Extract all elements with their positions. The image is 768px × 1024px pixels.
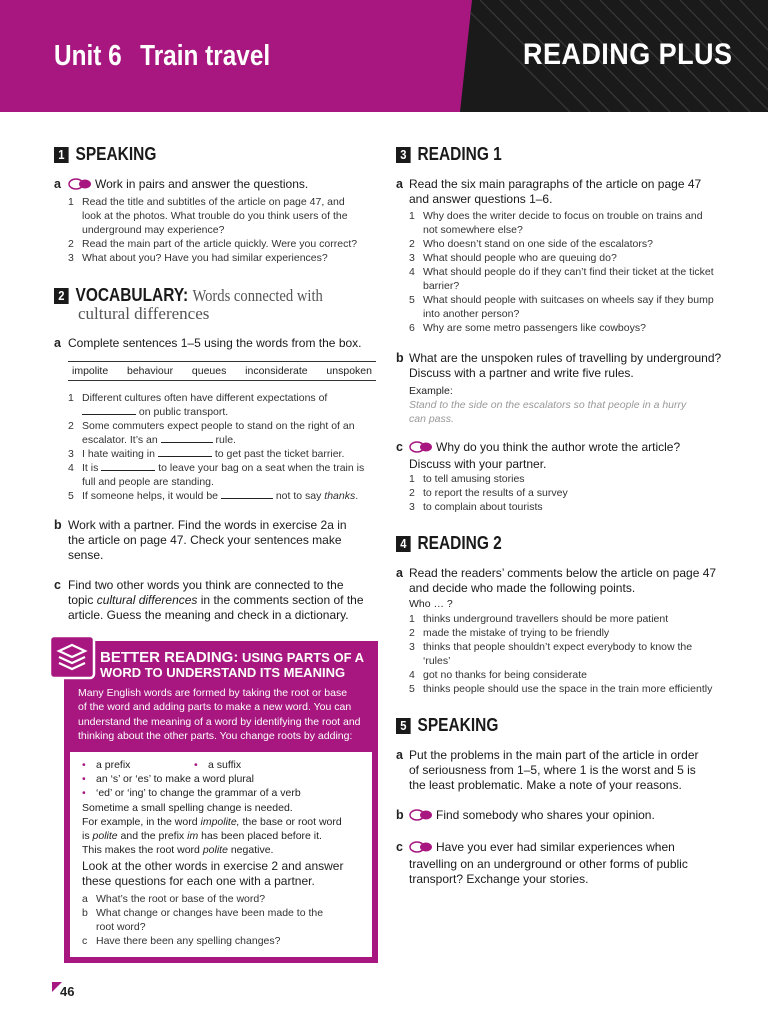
word-item: behaviour xyxy=(126,365,174,377)
question-b-text: What are the unspoken rules of travelling by underground? Discuss with a partner and write five rules. xyxy=(409,351,722,380)
section-title: VOCABULARY: xyxy=(75,285,189,305)
answer-blank[interactable] xyxy=(161,442,213,443)
s1-items xyxy=(68,195,378,265)
question-b-text: Work with a partner. Find the words in exercise 2a in the article on page 47. Check your sentences make sense. xyxy=(68,518,347,562)
speech-bubble-icon xyxy=(409,809,433,825)
list-item: 4 got no thanks for being considerate xyxy=(409,669,588,681)
word-item: inconsiderate xyxy=(245,365,308,377)
section-title: SPEAKING xyxy=(75,144,157,164)
list-item: 2 made the mistake of trying to be friendly xyxy=(409,627,610,639)
list-item: 3 to complain about tourists xyxy=(409,501,543,513)
sentence-item: 1 Different cultures often have different expectations of on public transport. xyxy=(68,392,328,418)
word-item: unspoken xyxy=(326,365,372,377)
question-text xyxy=(68,177,308,194)
question-label: c xyxy=(396,440,403,454)
question-label: c xyxy=(396,840,403,854)
s3c-items xyxy=(409,472,749,514)
question-b-text: Find somebody who shares your opinion. xyxy=(409,808,655,825)
word-box xyxy=(68,361,376,381)
better-reading-body: • a prefix • a suffix • an ‘s’ or ‘es’ to make a word plural • ‘ed’ or ‘ing’ to change the grammar of a verb Sometime a small spelling change is needed. For example, in the word impolite, the base or root word is polite and the prefix im has been placed before it. This makes the root word polite negative. Look at the other words in exercise 2 and answer these questions for each one with a partner. a What’s the root or base of the word? b What change or changes have been made to the root word? c Have there been any spelling changes? xyxy=(82,759,344,948)
list-item: 3 What about you? Have you had similar experiences? xyxy=(68,252,328,264)
better-reading-intro: Many English words are formed by taking the root or base of the word and adding parts to make a new word. You can understand the meaning of a word by identifying the root and thinking about the other parts. You change roots by adding: xyxy=(78,687,361,743)
question-a-text: Put the problems in the main part of the article in order of seriousness from 1–5, where 1 is the worst and 5 is the least problematic. Make a note of your reasons. xyxy=(409,748,699,792)
example-block xyxy=(409,384,686,426)
section-number: 5 xyxy=(396,718,411,734)
question-label: b xyxy=(396,808,404,822)
unit-name: Train travel xyxy=(140,40,271,72)
section-title: READING 2 xyxy=(417,533,502,553)
sentence-item: 5 If someone helps, it would be not to say thanks. xyxy=(68,490,359,502)
sentence-item: 2 Some commuters expect people to stand on the right of an escalator. It’s an rule. xyxy=(68,420,355,446)
list-item: 3 What should people who are queuing do? xyxy=(409,252,617,264)
list-item: 2 to report the results of a survey xyxy=(409,487,568,499)
section-title: READING 1 xyxy=(417,144,502,164)
section-4-heading xyxy=(396,533,502,554)
s4-items xyxy=(409,612,754,696)
question-label: c xyxy=(54,578,61,592)
question-label: a xyxy=(396,748,403,762)
unit-number: Unit 6 xyxy=(54,40,122,72)
list-item: 1 Why does the writer decide to focus on trouble on trains and not somewhere else? xyxy=(409,210,703,236)
word-item: impolite xyxy=(72,365,109,377)
question-a-text: Read the readers’ comments below the article on page 47 and decide who made the following points. xyxy=(409,566,717,595)
answer-blank[interactable] xyxy=(82,414,136,415)
who-label: Who … ? xyxy=(409,598,453,610)
section-3-heading xyxy=(396,144,502,165)
stack-icon xyxy=(48,634,98,687)
section-2-heading xyxy=(54,285,323,306)
question-c-text: Why do you think the author wrote the article? Discuss with your partner. xyxy=(409,440,681,471)
list-item: 5 thinks people should use the space in the train more efficiently xyxy=(409,683,713,695)
list-item: 2 Who doesn’t stand on one side of the escalators? xyxy=(409,238,653,250)
question-a-text: Read the six main paragraphs of the article on page 47 and answer questions 1–6. xyxy=(409,177,702,206)
gap-fill-sentences xyxy=(68,391,378,503)
section-subtitle-line2: cultural differences xyxy=(78,304,210,323)
speech-bubble-icon xyxy=(409,441,433,457)
section-1-heading xyxy=(54,144,156,165)
list-item: 4 What should people do if they can’t find their ticket at the ticket barrier? xyxy=(409,266,714,292)
answer-blank[interactable] xyxy=(158,456,212,457)
question-label: a xyxy=(396,177,403,191)
section-title: SPEAKING xyxy=(417,715,499,735)
page-number: 46 xyxy=(60,984,75,999)
section-number: 4 xyxy=(396,536,411,552)
list-item: 1 thinks underground travellers should be more patient xyxy=(409,613,669,625)
question-a-text: Work in pairs and answer the questions. xyxy=(95,177,309,191)
list-item: 3 thinks that people shouldn’t expect everybody to know the ‘rules’ xyxy=(409,641,693,667)
s3-items xyxy=(409,209,749,335)
section-number: 1 xyxy=(54,147,69,163)
list-item: 1 Read the title and subtitles of the article on page 47, and look at the photos. What trouble do you think users of the underground may experience? xyxy=(68,196,348,236)
sentence-item: 4 It is to leave your bag on a seat when the train is full and people are standing. xyxy=(68,462,365,488)
list-item: 6 Why are some metro passengers like cowboys? xyxy=(409,322,646,334)
list-item: 2 Read the main part of the article quickly. Were you correct? xyxy=(68,238,358,250)
question-label: b xyxy=(54,518,62,532)
question-label: b xyxy=(396,351,404,365)
word-item: queues xyxy=(191,365,227,377)
better-reading-title: BETTER READING: USING PARTS OF A WORD TO UNDERSTAND ITS MEANING xyxy=(100,649,365,680)
sentence-item: 3 I hate waiting in to get past the ticket barrier. xyxy=(68,448,345,460)
answer-blank[interactable] xyxy=(101,470,155,471)
answer-blank[interactable] xyxy=(221,498,273,499)
question-c-text: Have you ever had similar experiences when travelling on an underground or other forms of public transport? Exchange your stories. xyxy=(409,840,688,886)
list-item: 5 What should people with suitcases on wheels say if they bump into another person? xyxy=(409,294,714,320)
question-label: a xyxy=(54,336,61,350)
example-text: Stand to the side on the escalators so that people in a hurry can pass. xyxy=(409,399,687,425)
speech-bubble-icon xyxy=(409,841,433,857)
question-label: a xyxy=(396,566,403,580)
section-number: 3 xyxy=(396,147,411,163)
section-number: 2 xyxy=(54,288,69,304)
question-a-text: Complete sentences 1–5 using the words from the box. xyxy=(68,336,362,350)
section-5-heading xyxy=(396,715,498,736)
unit-title xyxy=(54,40,270,73)
header-banner xyxy=(0,0,768,112)
question-c-text: Find two other words you think are connected to the topic cultural differences in the comments section of the article. Guess the meaning and check in a dictionary. xyxy=(68,578,364,622)
list-item: 1 to tell amusing stories xyxy=(409,473,525,485)
section-label: READING PLUS xyxy=(523,38,733,71)
section-subtitle: Words connected with xyxy=(192,285,323,305)
speech-bubble-icon xyxy=(68,178,92,194)
question-label: a xyxy=(54,177,61,191)
example-label: Example: xyxy=(409,385,453,397)
